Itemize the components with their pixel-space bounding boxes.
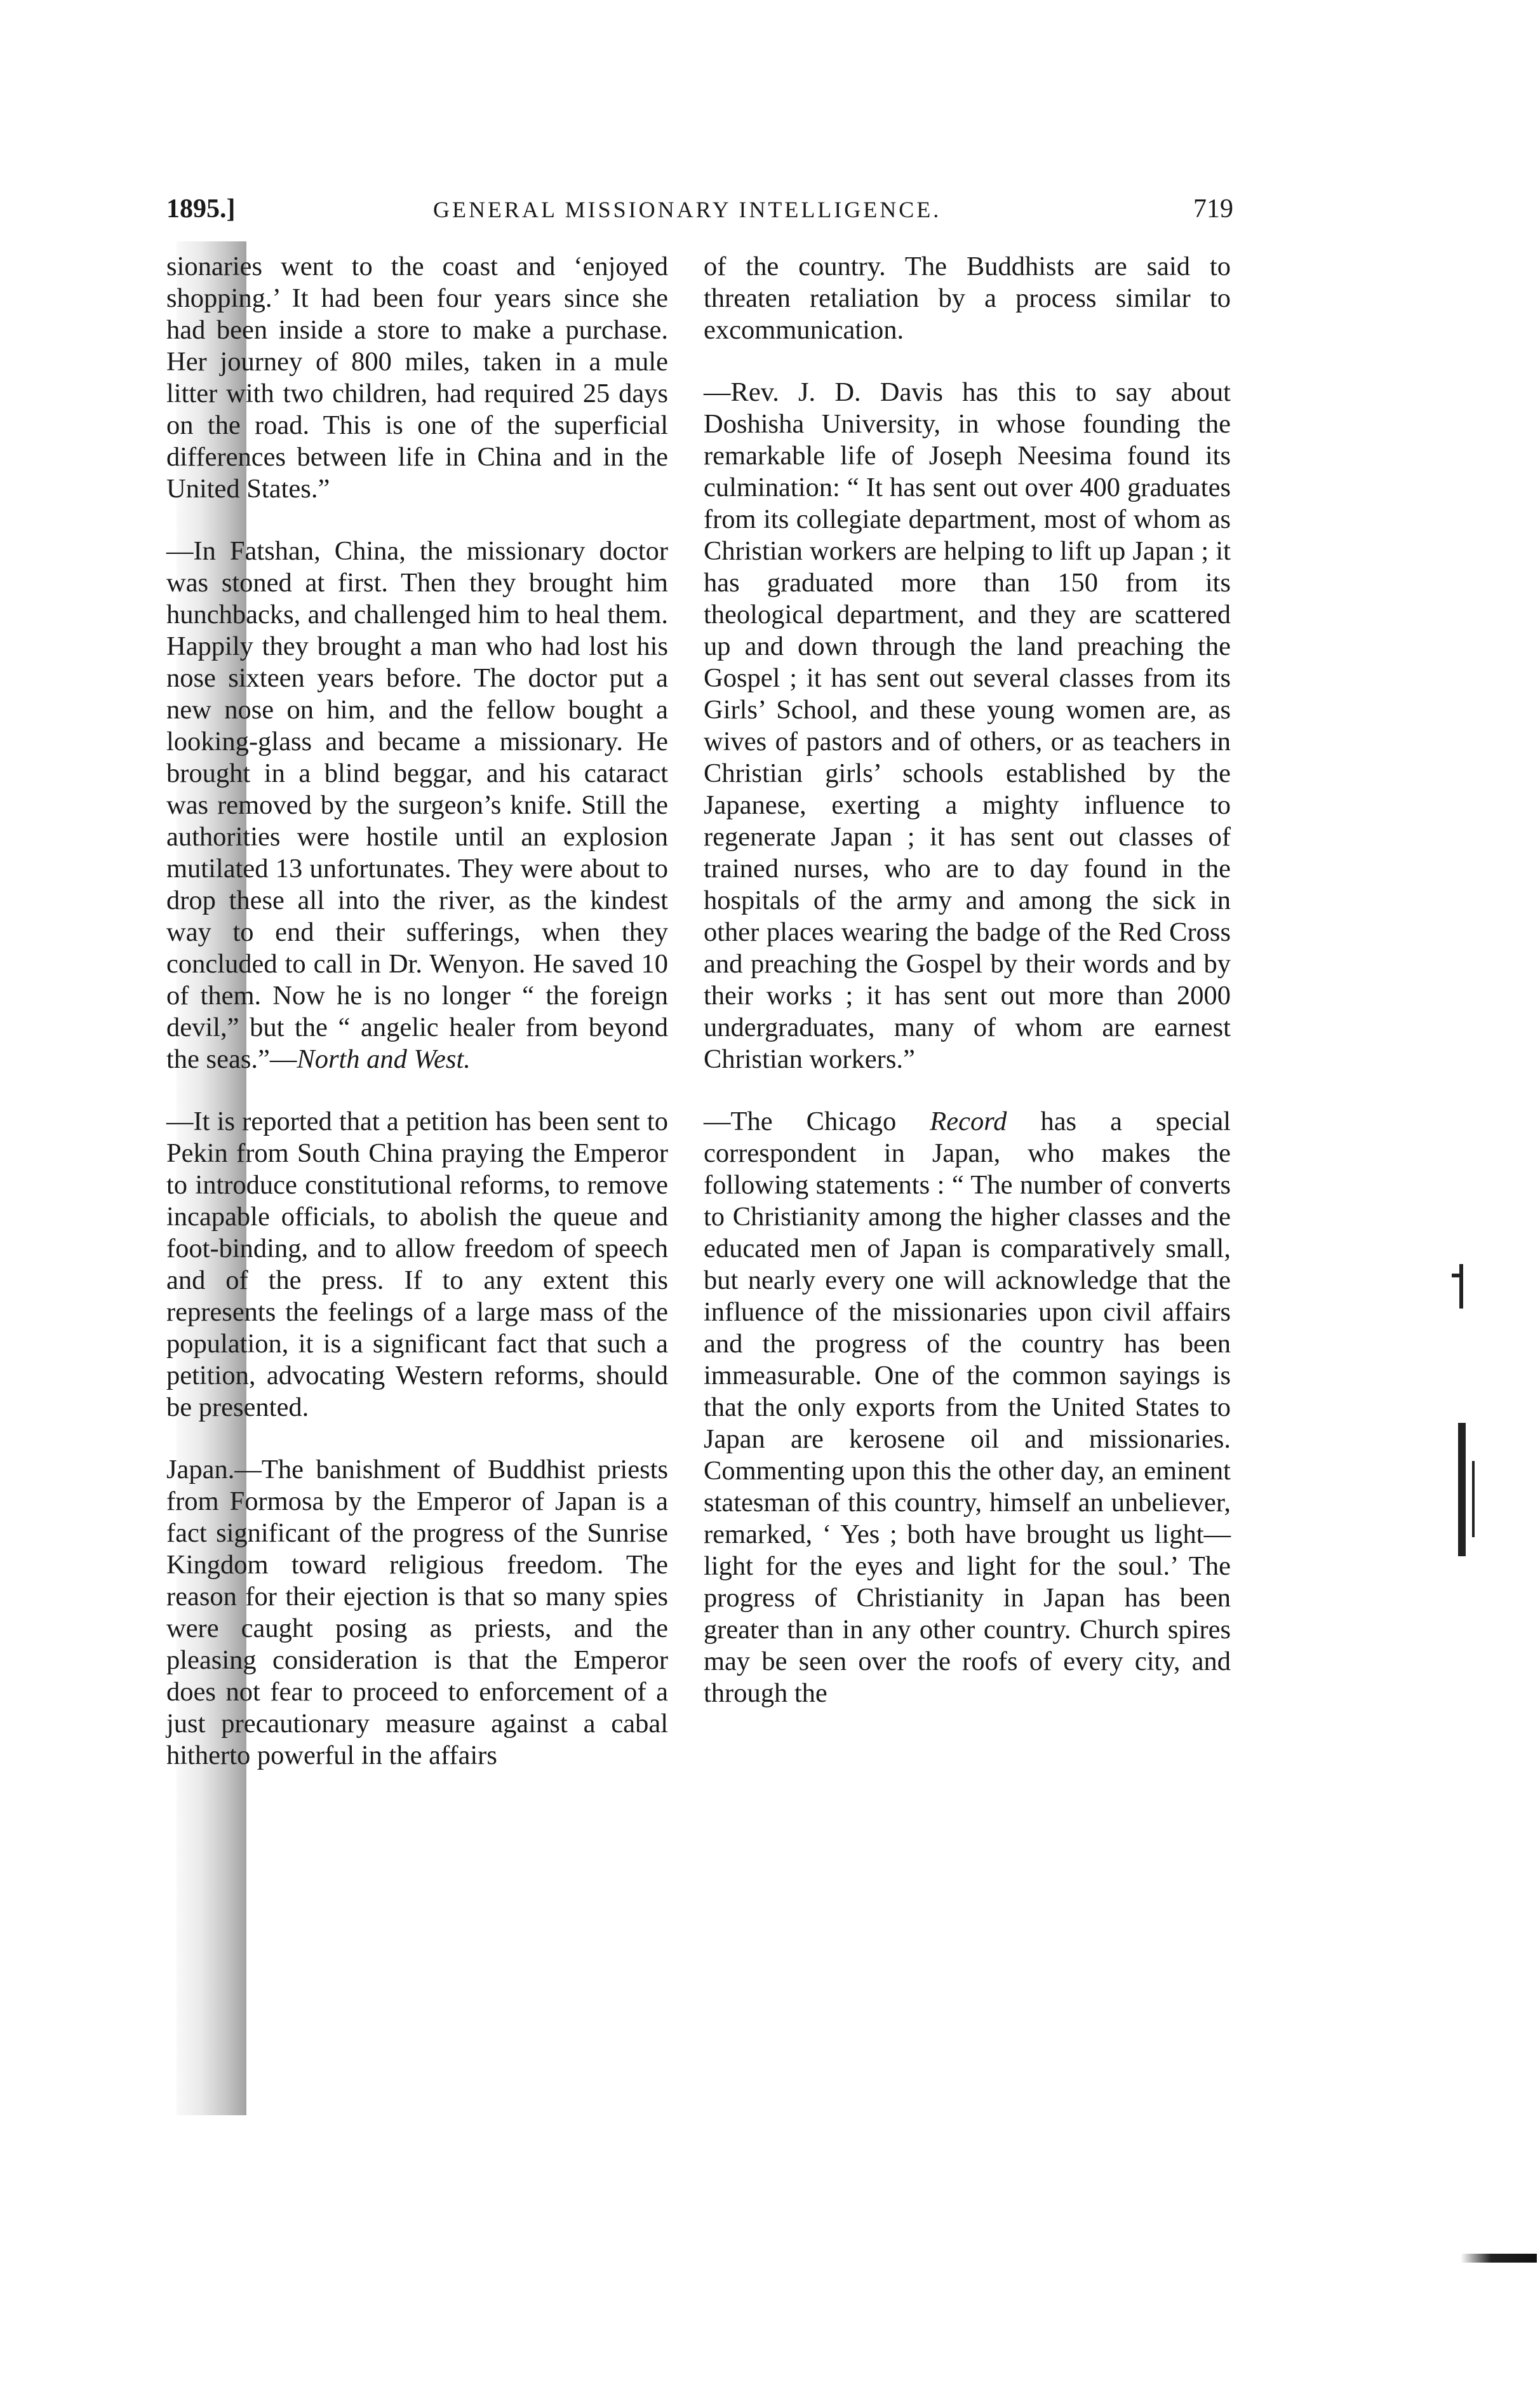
paragraph: —Rev. J. D. Davis has this to say about Doshisha University, in whose founding the remarkable life of Joseph Neesima found its culmination: “ It has sent out over 400 graduates from its collegiate department, most of whom as Christian workers are helping to lift up Japan ; it has graduated more than 150 from its theological department, and they are scattered up and down through the land preaching the Gospel ; it has sent out several classes from its Girls’ School, and these young women are, as wives of pastors and of others, or as teachers in Christian girls’ schools established by the Japanese, exerting a mighty influence to regenerate Japan ; it has sent out classes of trained nurses, who are to day found in the hospitals of the army and among the sick in other places wearing the badge of the Red Cross and preaching the Gospel by their words and by their works ; it has sent out more than 2000 undergraduates, many of whom are earnest Christian workers.”: [704, 377, 1231, 1074]
margin-mark: [1452, 1274, 1461, 1277]
paragraph: Japan.—The banishment of Buddhist priests from Formosa by the Emperor of Japan is a fact significant of the progress of the Sunrise Kingdom toward religious freedom. The reason for their ejection is that so many spies were caught posing as priests, and the pleasing consideration is that the Emperor does not fear to proceed to enforcement of a just precautionary measure against a cabal hitherto powerful in the affairs: [166, 1455, 668, 1770]
right-column: [704, 251, 1231, 1740]
paragraph-text: —The Chicago: [704, 1107, 930, 1136]
paragraph: [704, 1106, 1231, 1709]
margin-mark: [1472, 1461, 1475, 1537]
source-citation: North and West.: [297, 1044, 471, 1074]
running-header: [166, 194, 1233, 232]
paragraph: of the country. The Buddhists are said to threaten retaliation by a process similar to excommunication.: [704, 252, 1231, 345]
header-year: 1895.]: [166, 194, 236, 224]
decorative-flourish: [1461, 2254, 1537, 2263]
paragraph: —It is reported that a petition has been sent to Pekin from South China praying the Emperor to introduce constitutional reforms, to remove incapable officials, to abolish the queue and foot-binding, and to allow freedom of speech and of the press. If to any extent this represents the feelings of a large mass of the population, it is a significant fact that such a petition, advocating Western reforms, should be presented.: [166, 1107, 668, 1422]
page-number: 719: [1193, 194, 1233, 224]
paragraph-text: —In Fatshan, China, the missionary doctor was stoned at first. Then they brought him hunchbacks, and challenged him to heal them. Happily they brought a man who had lost his nose sixteen years before. The doctor put a new nose on him, and the fellow bought a looking-glass and became a missionary. He brought in a blind beggar, and his cataract was removed by the surgeon’s knife. Still the authorities were hostile until an explosion mutilated 13 unfortunates. They were about to drop these all into the river, as the kindest way to end their sufferings, when they concluded to call in Dr. Wenyon. He saved 10 of them. Now he is no longer “ the foreign devil,” but the “ angelic healer from beyond the seas.”—: [166, 536, 668, 1074]
paragraph: sionaries went to the coast and ‘enjoyed shopping.’ It had been four years since she had been inside a store to make a purchase. Her journey of 800 miles, taken in a mule litter with two children, had required 25 days on the road. This is one of the superficial differences between life in China and in the United States.”: [166, 252, 668, 504]
publication-name: Record: [930, 1107, 1007, 1136]
margin-mark: [1458, 1423, 1466, 1556]
margin-mark: [1459, 1264, 1463, 1309]
left-column: [166, 251, 668, 1802]
header-title: GENERAL MISSIONARY INTELLIGENCE.: [433, 197, 942, 222]
paragraph: [166, 535, 668, 1075]
paragraph-text: has a special correspondent in Japan, who makes the following statements : “ The number of converts to Christianity among the higher classes and the educated men of Japan is comparatively small, but nearly every one will acknowledge that the influence of the missionaries upon civil affairs and the progress of the country has been immeasurable. One of the common sayings is that the only exports from the United States to Japan are kerosene oil and missionaries. Commenting upon this the other day, an eminent statesman of this country, himself an unbeliever, remarked, ‘ Yes ; both have brought us light—light for the eyes and light for the soul.’ The progress of Christianity in Japan has been greater than in any other country. Church spires may be seen over the roofs of every city, and through the: [704, 1107, 1231, 1708]
